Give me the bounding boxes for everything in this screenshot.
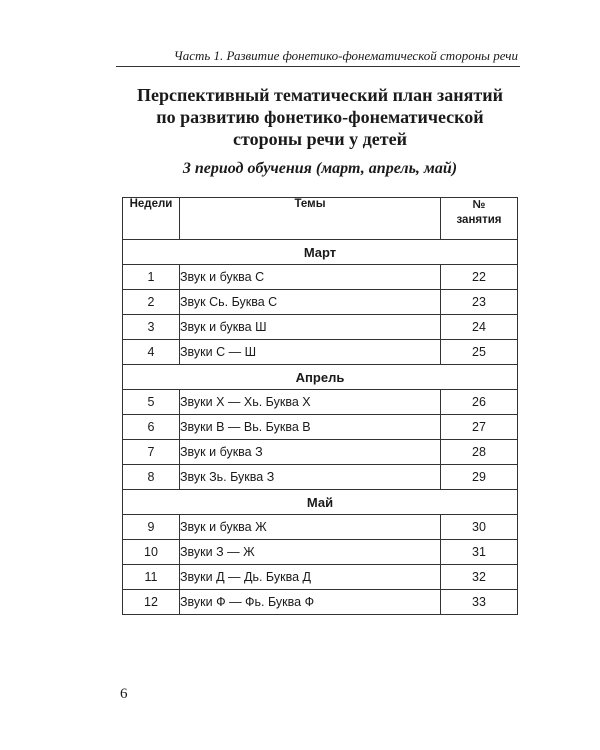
- week-cell: 3: [123, 315, 180, 340]
- table-row: [123, 440, 518, 465]
- month-row: [123, 240, 518, 265]
- week-cell: 7: [123, 440, 180, 465]
- topic-cell: Звук Сь. Буква С: [180, 290, 441, 315]
- week-cell: 10: [123, 540, 180, 565]
- table-row: [123, 340, 518, 365]
- lesson-number-cell: 29: [441, 465, 518, 490]
- lesson-number-cell: 27: [441, 415, 518, 440]
- lesson-number-cell: 31: [441, 540, 518, 565]
- running-header: Часть 1. Развитие фонетико-фонематической стороны речи: [173, 48, 518, 63]
- lesson-number-cell: 26: [441, 390, 518, 415]
- topic-cell: Звук и буква Ш: [180, 315, 441, 340]
- topic-cell: Звук и буква З: [180, 440, 441, 465]
- week-cell: 11: [123, 565, 180, 590]
- header-topics: Темы: [180, 198, 441, 240]
- header-number-label: занятия: [456, 214, 502, 226]
- topic-cell: Звуки Д — Дь. Буква Д: [180, 565, 441, 590]
- table-row: [123, 265, 518, 290]
- topic-cell: Звуки Ф — Фь. Буква Ф: [180, 590, 441, 615]
- table-header-row: [123, 198, 518, 240]
- week-cell: 2: [123, 290, 180, 315]
- month-row: [123, 490, 518, 515]
- period-subtitle: 3 период обучения (март, апрель, май): [182, 160, 458, 177]
- week-cell: 4: [123, 340, 180, 365]
- lesson-number-cell: 23: [441, 290, 518, 315]
- table-row: [123, 415, 518, 440]
- table-row: [123, 565, 518, 590]
- month-label: Март: [123, 240, 518, 265]
- week-cell: 5: [123, 390, 180, 415]
- topic-cell: Звук и буква С: [180, 265, 441, 290]
- week-cell: 9: [123, 515, 180, 540]
- title-line: по развитию фонетико-фонематической: [156, 107, 484, 127]
- lesson-number-cell: 28: [441, 440, 518, 465]
- lesson-number-cell: 22: [441, 265, 518, 290]
- table-row: [123, 390, 518, 415]
- lesson-number-cell: 24: [441, 315, 518, 340]
- page-number: 6: [120, 686, 128, 702]
- lesson-number-cell: 25: [441, 340, 518, 365]
- lesson-number-cell: 33: [441, 590, 518, 615]
- month-row: [123, 365, 518, 390]
- header-number-sign: №: [472, 199, 486, 211]
- week-cell: 12: [123, 590, 180, 615]
- title-line: стороны речи у детей: [233, 129, 407, 149]
- topic-cell: Звуки С — Ш: [180, 340, 441, 365]
- lesson-number-cell: 32: [441, 565, 518, 590]
- lesson-plan-table: [122, 197, 518, 615]
- lesson-number-cell: 30: [441, 515, 518, 540]
- table-row: [123, 315, 518, 340]
- page-title: [100, 84, 540, 150]
- table-row: [123, 515, 518, 540]
- table-row: [123, 290, 518, 315]
- week-cell: 8: [123, 465, 180, 490]
- header-lesson-number: [441, 198, 518, 240]
- week-cell: 1: [123, 265, 180, 290]
- header-weeks: Недели: [123, 198, 180, 240]
- table-row: [123, 540, 518, 565]
- topic-cell: Звуки З — Ж: [180, 540, 441, 565]
- week-cell: 6: [123, 415, 180, 440]
- table-row: [123, 465, 518, 490]
- header-divider: [116, 66, 520, 67]
- month-label: Апрель: [123, 365, 518, 390]
- title-line: Перспективный тематический план занятий: [137, 85, 503, 105]
- topic-cell: Звуки В — Вь. Буква В: [180, 415, 441, 440]
- topic-cell: Звук и буква Ж: [180, 515, 441, 540]
- month-label: Май: [123, 490, 518, 515]
- topic-cell: Звуки Х — Хь. Буква Х: [180, 390, 441, 415]
- topic-cell: Звук Зь. Буква З: [180, 465, 441, 490]
- table-row: [123, 590, 518, 615]
